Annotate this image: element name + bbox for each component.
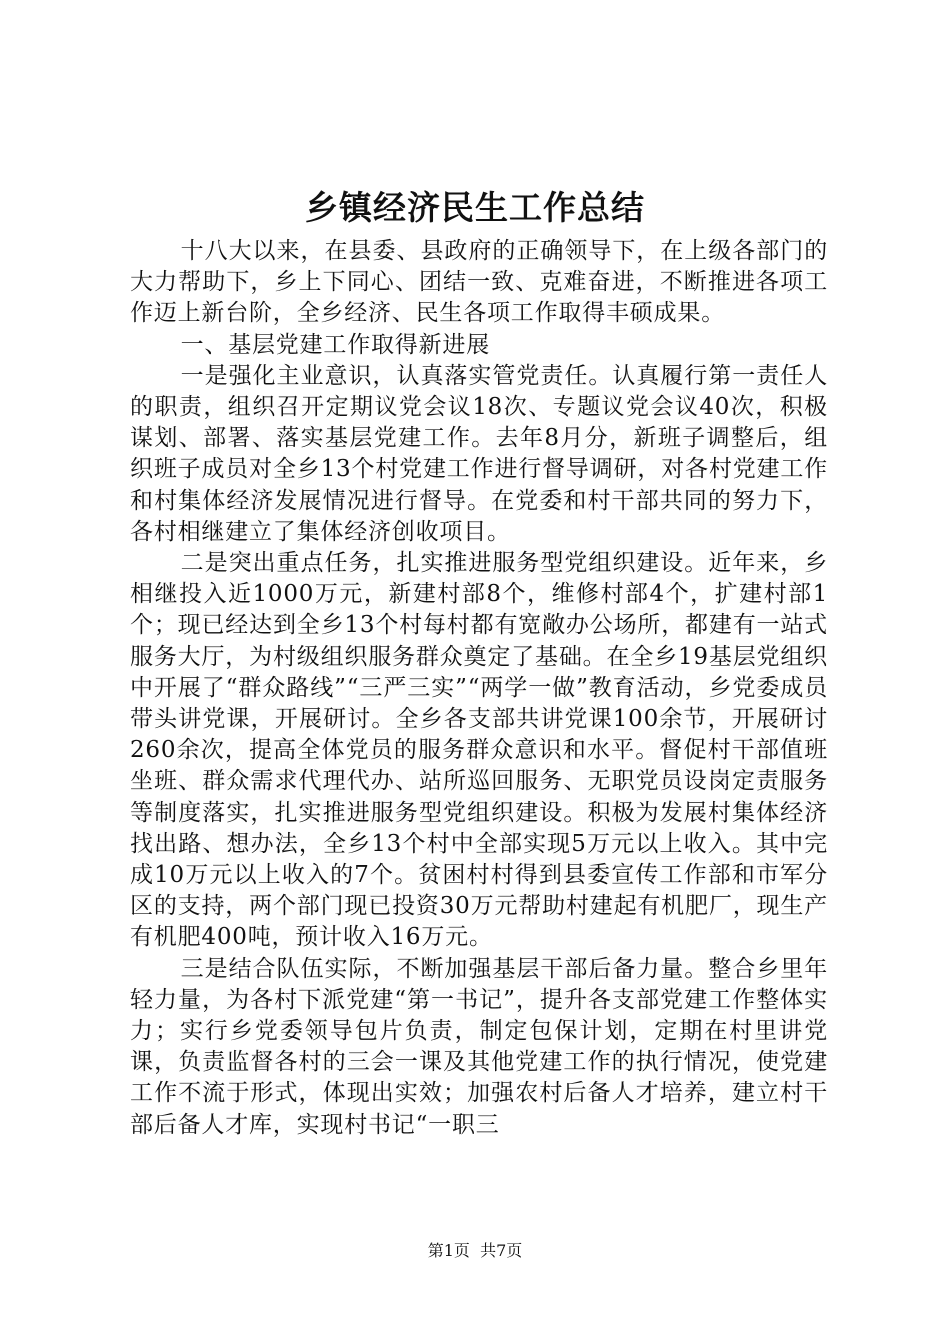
paragraph-intro: 十八大以来，在县委、县政府的正确领导下，在上级各部门的大力帮助下，乡上下同心、团结一致、克难奋进，不断推进各项工作迈上新台阶，全乡经济、民生各项工作取得丰硕成果。	[130, 238, 828, 327]
document-title: 乡镇经济民生工作总结	[305, 188, 645, 227]
document-body	[130, 236, 828, 1141]
paragraph-first-point: 一是强化主业意识，认真落实管党责任。认真履行第一责任人的职责，组织召开定期议党会议18次、专题议党会议40次，积极谋划、部署、落实基层党建工作。去年8月分，新班子调整后，组织班子成员对全乡13个村党建工作进行督导调研，对各村党建工作和村集体经济发展情况进行督导。在党委和村干部共同的努力下，各村相继建立了集体经济创收项目。	[130, 362, 828, 545]
page-footer	[0, 1240, 950, 1262]
page-number: 第1页	[427, 1241, 470, 1260]
section-heading: 一、基层党建工作取得新进展	[180, 331, 490, 358]
page-total: 共7页	[480, 1241, 523, 1260]
paragraph-second-point: 二是突出重点任务，扎实推进服务型党组织建设。近年来，乡相继投入近1000万元，新建村部8个，维修村部4个，扩建村部1个；现已经达到全乡13个村每村都有宽敞办公场所，都建有一站式服务大厅，为村级组织服务群众奠定了基础。在全乡19基层党组织中开展了“群众路线”“三严三实”“两学一做”教育活动，乡党委成员带头讲党课，开展研讨。全乡各支部共讲党课100余节，开展研讨260余次，提高全体党员的服务群众意识和水平。督促村干部值班坐班、群众需求代理代办、站所巡回服务、无职党员设岗定责服务等制度落实，扎实推进服务型党组织建设。积极为发展村集体经济找出路、想办法，全乡13个村中全部实现5万元以上收入。其中完成10万元以上收入的7个。贫困村村得到县委宣传工作部和市军分区的支持，两个部门现已投资30万元帮助村建起有机肥厂，现生产有机肥400吨，预计收入16万元。	[130, 550, 828, 951]
paragraph-third-point: 三是结合队伍实际，不断加强基层干部后备力量。整合乡里年轻力量，为各村下派党建“第一书记”，提升各支部党建工作整体实力；实行乡党委领导包片负责，制定包保计划，定期在村里讲党课，负责监督各村的三会一课及其他党建工作的执行情况，使党建工作不流于形式，体现出实效；加强农村后备人才培养，建立村干部后备人才库，实现村书记“一职三	[130, 955, 828, 1138]
